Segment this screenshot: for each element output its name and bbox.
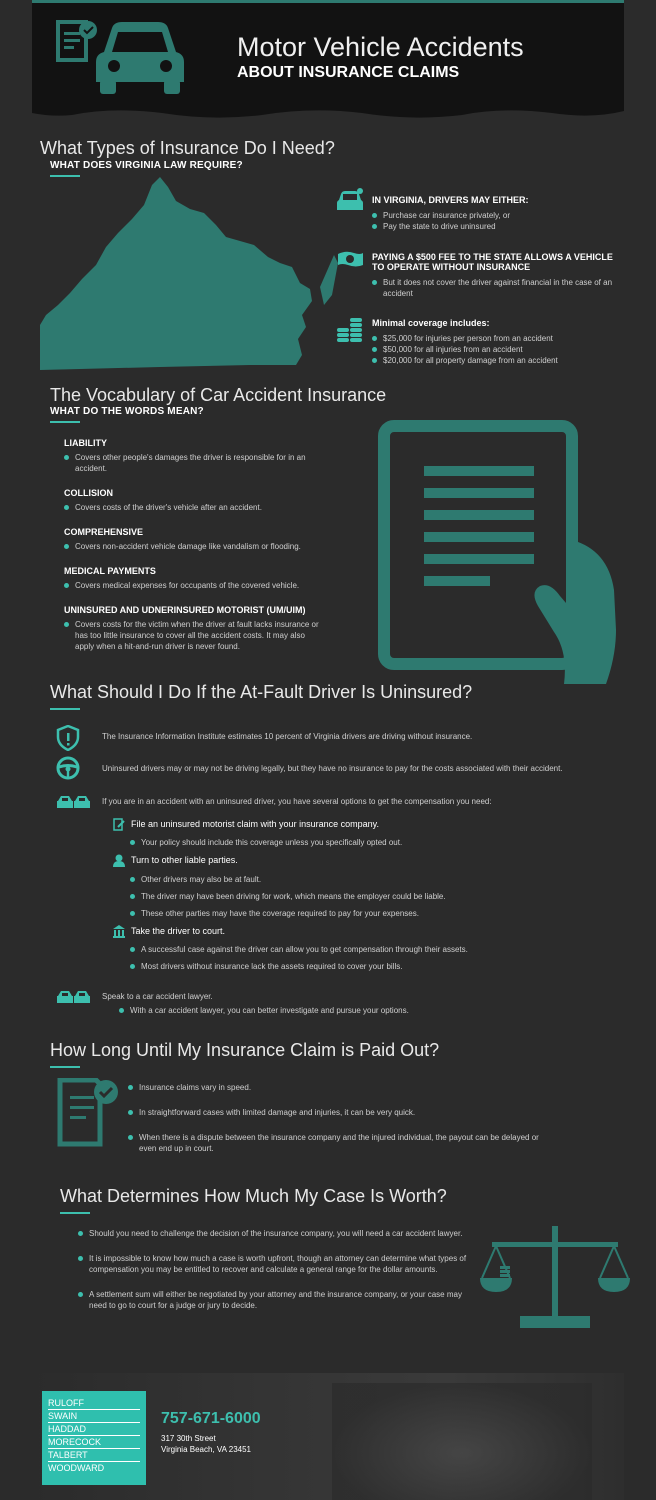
list-item: Covers costs of the driver's vehicle after an accident. — [64, 502, 324, 513]
types-subtitle: WHAT DOES VIRGINIA LAW REQUIRE? — [50, 160, 243, 171]
courthouse-icon — [113, 925, 125, 938]
page-title: Motor Vehicle Accidents — [237, 32, 524, 62]
howlong-list — [128, 1082, 548, 1154]
address-city: Virginia Beach, VA 23451 — [161, 1445, 251, 1454]
option2-list — [130, 874, 610, 919]
vocab-underline — [50, 421, 80, 423]
list-item: It is impossible to know how much a case is worth upfront, though an attorney can determine what types of compensation you may be entitled to recover and calculate a general range for the dollar amounts. — [78, 1253, 473, 1275]
list-item: Your policy should include this coverage unless you specifically opted out. — [130, 837, 610, 848]
types-block2-list — [372, 277, 617, 299]
types-block1-list — [372, 210, 622, 232]
list-item: $25,000 for injuries per person from an accident — [372, 333, 622, 344]
types-block1-head: IN VIRGINIA, DRIVERS MAY EITHER: — [372, 195, 529, 205]
firm-name: SWAIN — [48, 1410, 140, 1423]
lawyer-list — [119, 1005, 599, 1016]
term-um-uim: UNINSURED AND UDNERINSURED MOTORIST (UM/UIM) — [64, 605, 306, 615]
virginia-map — [40, 175, 340, 375]
list-item: With a car accident lawyer, you can better investigate and pursue your options. — [119, 1005, 599, 1016]
edit-document-icon — [113, 818, 125, 831]
firm-logo[interactable] — [42, 1391, 146, 1485]
uninsured-underline — [50, 708, 80, 710]
list-item: Should you need to challenge the decision of the insurance company, you will need a car accident lawyer. — [78, 1228, 473, 1239]
types-block2-head: PAYING A $500 FEE TO THE STATE ALLOWS A VEHICLE TO OPERATE WITHOUT INSURANCE — [372, 252, 613, 272]
car-icon — [92, 20, 188, 96]
types-title: What Types of Insurance Do I Need? — [40, 138, 335, 158]
term-liability: LIABILITY — [64, 438, 107, 448]
cars-icon — [56, 794, 92, 810]
uninsured-title: What Should I Do If the At-Fault Driver Is Uninsured? — [50, 682, 473, 702]
list-item: Covers other people's damages the driver is responsible for in an accident. — [64, 452, 324, 474]
howlong-title: How Long Until My Insurance Claim is Paid Out? — [50, 1040, 440, 1060]
scales-icon — [480, 1222, 630, 1332]
option3-head: Take the driver to court. — [131, 926, 226, 936]
address-street: 317 30th Street — [161, 1434, 216, 1443]
phone-link[interactable]: 757-671-6000 — [161, 1410, 261, 1427]
option2-head: Turn to other liable parties. — [131, 855, 238, 865]
uninsured-p4: Speak to a car accident lawyer. — [102, 992, 213, 1001]
list-item: When there is a dispute between the insurance company and the injured individual, the payout can be delayed or even end up in court. — [128, 1132, 548, 1154]
document-check-icon — [56, 1078, 120, 1148]
option1-head: File an uninsured motorist claim with your insurance company. — [131, 819, 379, 829]
list-item: $20,000 for all property damage from an accident — [372, 355, 622, 366]
uninsured-p2: Uninsured drivers may or may not be driving legally, but they have no insurance to pay for the costs associated with their accident. — [102, 764, 563, 773]
list-item: Purchase car insurance privately, or — [372, 210, 622, 221]
firm-name: HADDAD — [48, 1423, 140, 1436]
uninsured-p1: The Insurance Information Institute estimates 10 percent of Virginia drivers are driving without insurance. — [102, 732, 473, 741]
uninsured-p3: If you are in an accident with an uninsured driver, you have several options to get the compensation you need: — [102, 797, 492, 806]
worth-underline — [60, 1212, 90, 1214]
vocab-terms — [64, 438, 324, 652]
list-item: Most drivers without insurance lack the assets required to cover your bills. — [130, 961, 610, 972]
firm-name: WOODWARD — [48, 1463, 105, 1473]
list-item: Insurance claims vary in speed. — [128, 1082, 548, 1093]
list-item: The driver may have been driving for work, which means the employer could be liable. — [130, 891, 610, 902]
header-banner — [32, 0, 624, 118]
cars-icon — [56, 989, 92, 1005]
firm-name: TALBERT — [48, 1449, 140, 1462]
howlong-underline — [50, 1066, 80, 1068]
term-medical: MEDICAL PAYMENTS — [64, 566, 156, 576]
steering-wheel-icon — [56, 756, 80, 780]
tablet-document-icon — [378, 420, 628, 690]
list-item: A settlement sum will either be negotiated by your attorney and the insurance company, or your case may need to go to court for a judge or jury to decide. — [78, 1289, 473, 1311]
worth-title: What Determines How Much My Case Is Worth? — [60, 1186, 447, 1206]
worth-list — [78, 1228, 473, 1311]
list-item: $50,000 for all injuries from an accident — [372, 344, 622, 355]
option1-list — [130, 837, 610, 848]
term-comprehensive: COMPREHENSIVE — [64, 527, 144, 537]
list-item: Covers medical expenses for occupants of the covered vehicle. — [64, 580, 324, 591]
types-block3-head: Minimal coverage includes: — [372, 318, 490, 328]
page-subtitle: ABOUT INSURANCE CLAIMS — [237, 64, 460, 81]
car-icon — [336, 188, 364, 214]
vocab-title: The Vocabulary of Car Accident Insurance — [50, 385, 387, 405]
list-item: But it does not cover the driver against financial in the case of an accident — [372, 277, 617, 299]
firm-name: RULOFF — [48, 1397, 140, 1410]
vocab-subtitle: WHAT DO THE WORDS MEAN? — [50, 406, 204, 417]
term-collision: COLLISION — [64, 488, 113, 498]
person-icon — [113, 854, 125, 867]
types-block3-list — [372, 333, 622, 366]
list-item: These other parties may have the coverage required to pay for your expenses. — [130, 908, 610, 919]
list-item: Covers costs for the victim when the driver at fault lacks insurance or has too little insurance to cover all the accident costs. It may also apply when a hit-and-run driver is never found. — [64, 619, 324, 652]
shield-warning-icon — [56, 725, 80, 751]
list-item: A successful case against the driver can allow you to get compensation through their assets. — [130, 944, 610, 955]
option3-list — [130, 944, 610, 972]
list-item: Pay the state to drive uninsured — [372, 221, 622, 232]
money-icon — [336, 250, 364, 268]
list-item: Covers non-accident vehicle damage like vandalism or flooding. — [64, 541, 324, 552]
coins-icon — [336, 316, 364, 342]
list-item: Other drivers may also be at fault. — [130, 874, 610, 885]
firm-name: MORECOCK — [48, 1436, 140, 1449]
list-item: In straightforward cases with limited damage and injuries, it can be very quick. — [128, 1107, 548, 1118]
